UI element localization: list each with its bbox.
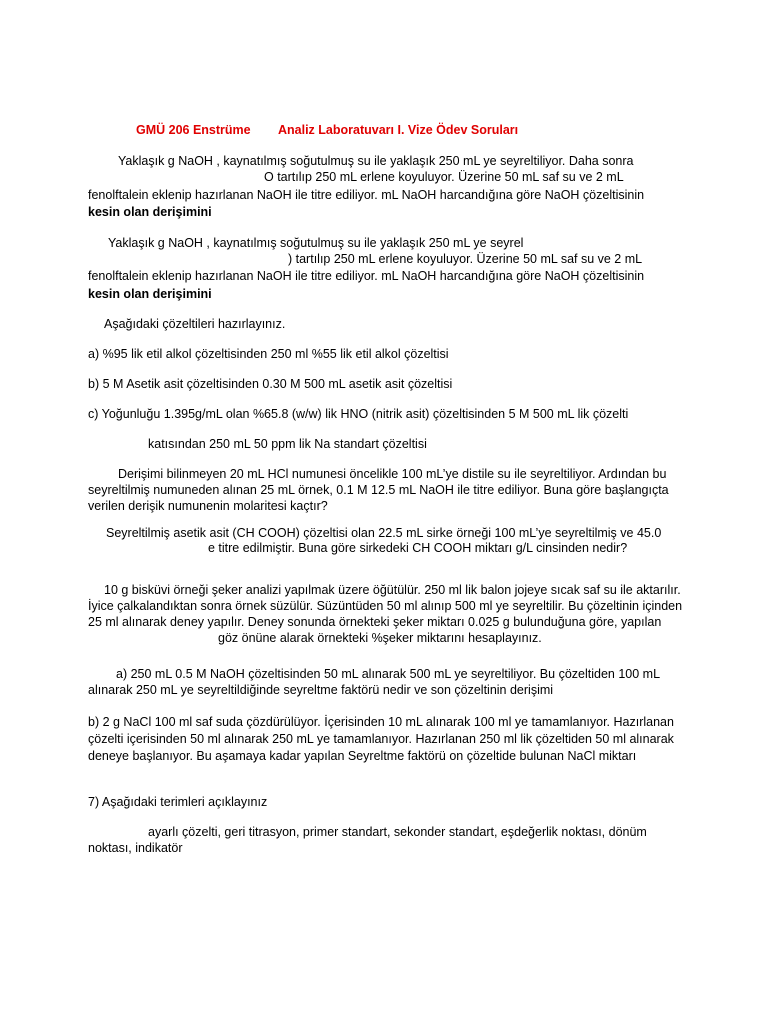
q7b-line-2: çözelti içerisinden 50 ml alınarak 250 mL ye tamamlanıyor. Hazırlanan 250 ml lik çözeltiden 50 ml alınarak — [88, 732, 674, 746]
q4-line-1: Derişimi bilinmeyen 20 mL HCl numunesi öncelikle 100 mL’ye distile su ile seyreltiliyor. Ardından bu — [118, 467, 667, 481]
q3-intro: Aşağıdaki çözeltileri hazırlayınız. — [104, 317, 286, 331]
q7a-line-1: a) 250 mL 0.5 M NaOH çözeltisinden 50 mL alınarak 500 mL ye seyreltiliyor. Bu çözeltiden 100 mL — [116, 667, 661, 681]
q7b-line-3: deneye başlanıyor. Bu aşamaya kadar yapılan Seyreltme faktörü on çözeltide bulunan NaCl miktarı — [88, 749, 637, 763]
q3-item-d: katısından 250 mL 50 ppm lik Na standart çözeltisi — [148, 437, 427, 451]
title-rest: Analiz Laboratuvarı I. Vize Ödev Soruları — [278, 123, 519, 137]
q2-line-1: Yaklaşık g NaOH , kaynatılmış soğutulmuş su ile yaklaşık 250 mL ye seyrel — [108, 236, 524, 250]
q4-line-2: seyreltilmiş numuneden alınan 25 mL örnek, 0.1 M 12.5 mL NaOH ile titre ediliyor. Buna göre başlangıçta — [88, 483, 669, 497]
q4-line-3: verilen derişik numunenin molaritesi kaçtır? — [88, 499, 328, 513]
q2-line-4: kesin olan derişimini — [88, 287, 212, 301]
q2-line-2: ) tartılıp 250 mL erlene koyuluyor. Üzerine 50 mL saf su ve 2 mL — [288, 252, 643, 266]
q6-line-1: 10 g bisküvi örneği şeker analizi yapılmak üzere öğütülür. 250 ml lik balon jojeye sıcak saf su ile aktarılır. — [104, 583, 681, 597]
q8-line-2: noktası, indikatör — [88, 841, 183, 855]
q3-item-c: c) Yoğunluğu 1.395g/mL olan %65.8 (w/w) lik HNO (nitrik asit) çözeltisinden 5 M 500 mL lik çözelti — [88, 407, 629, 421]
q5-line-1: Seyreltilmiş asetik asit (CH COOH) çözeltisi olan 22.5 mL sirke örneği 100 mL’ye seyreltilmiş ve 45.0 — [106, 526, 662, 540]
q8-heading: 7) Aşağıdaki terimleri açıklayınız — [88, 795, 268, 809]
q5-line-2: e titre edilmiştir. Buna göre sirkedeki CH COOH miktarı g/L cinsinden nedir? — [208, 541, 628, 555]
q1-line-1: Yaklaşık g NaOH , kaynatılmış soğutulmuş su ile yaklaşık 250 mL ye seyreltiliyor. Daha sonra — [118, 154, 634, 168]
title-course: GMÜ 206 Enstrüme — [136, 123, 251, 137]
q1-line-2: O tartılıp 250 mL erlene koyuluyor. Üzerine 50 mL saf su ve 2 mL — [264, 170, 624, 184]
q3-item-b: b) 5 M Asetik asit çözeltisinden 0.30 M 500 mL asetik asit çözeltisi — [88, 377, 453, 391]
q2-line-3: fenolftalein eklenip hazırlanan NaOH ile titre ediliyor. mL NaOH harcandığına göre NaOH çözeltisinin — [88, 269, 645, 283]
q7a-line-2: alınarak 250 mL ye seyreltildiğinde seyreltme faktörü nedir ve son çözeltinin derişimi — [88, 683, 554, 697]
q8-line-1: ayarlı çözelti, geri titrasyon, primer standart, sekonder standart, eşdeğerlik noktası, dönüm — [148, 825, 647, 839]
q6-line-4: göz önüne alarak örnekteki %şeker miktarını hesaplayınız. — [218, 631, 542, 645]
q7b-line-1: b) 2 g NaCl 100 ml saf suda çözdürülüyor. İçerisinden 10 mL alınarak 100 ml ye tamamlanıyor. Hazırlanan — [88, 715, 674, 729]
q1-line-3: fenolftalein eklenip hazırlanan NaOH ile titre ediliyor. mL NaOH harcandığına göre NaOH çözeltisinin — [88, 188, 645, 202]
q3-item-a: a) %95 lik etil alkol çözeltisinden 250 ml %55 lik etil alkol çözeltisi — [88, 347, 449, 361]
q6-line-3: 25 ml alınarak deney yapılır. Deney sonunda örnekteki şeker miktarı 0.025 g bulunduğuna göre, yapılan — [88, 615, 662, 629]
q1-line-4: kesin olan derişimini — [88, 205, 212, 219]
q6-line-2: İyice çalkalandıktan sonra örnek süzülür. Süzüntüden 50 ml alınıp 500 ml ye seyreltilir. Bu çözeltinin içinden — [88, 599, 683, 613]
